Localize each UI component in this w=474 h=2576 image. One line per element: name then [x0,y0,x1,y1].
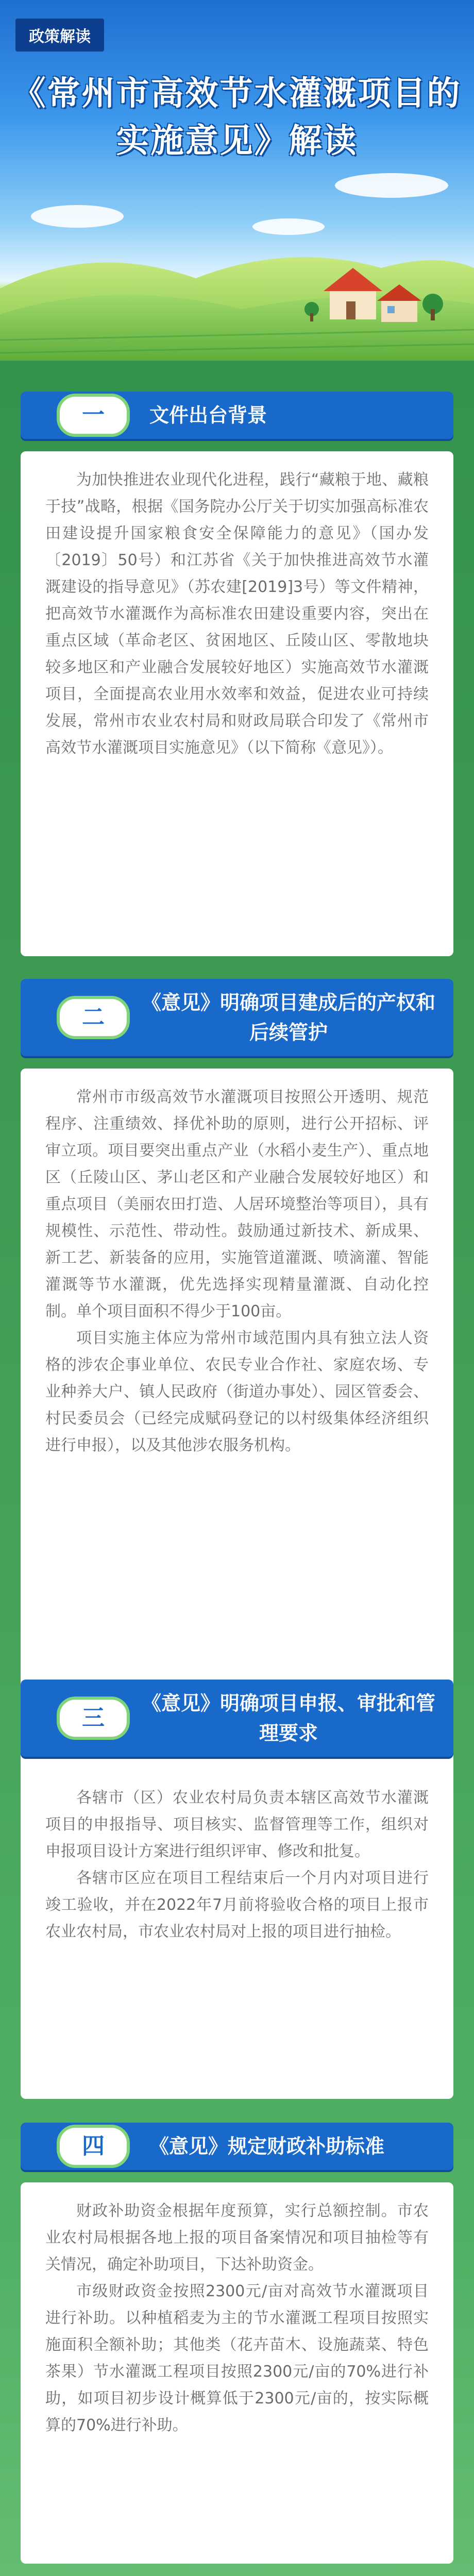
section-4-body [21,2182,453,2564]
section-title: 文件出台背景 [149,404,267,427]
header-banner [0,0,474,361]
section-title: 《意见》明确项目申报、审批和管理要求 [141,1692,435,1744]
section-title: 《意见》明确项目建成后的产权和后续管护 [141,991,435,1044]
page-title-line-1: 《常州市高效节水灌溉项目的 [12,75,462,113]
section-1-body [21,451,453,956]
section-4-header [21,2123,453,2170]
paragraph: 为加快推进农业现代化进程，践行“藏粮于地、藏粮于技”战略，根据《国务院办公厅关于切实加强高标准农田建设提升国家粮食安全保障能力的意见》（国办发〔2019〕50号）和江苏省《关于加快推进高效节水灌溉建设的指导意见》（苏农建[2019]3号）等文件精神，把高效节水灌溉作为高标准农田建设重要内容，突出在重点区域（革命老区、贫困地区、丘陵山区、零散地块较多地区和产业融合发展较好地区）实施高效节水灌溉项目，全面提高农业用水效率和效益，促进农业可持续发展，常州市农业农村局和财政局联合印发了《常州市高效节水灌溉项目实施意见》（以下简称《意见》）。 [45,471,429,757]
section-3-body [21,1769,453,2099]
paragraph: 财政补助资金根据年度预算，实行总额控制。市农业农村局根据各地上报的项目备案情况和项目抽检等有关情况，确定补助项目，下达补助资金。 [45,2202,429,2274]
cloud-shapes [31,173,448,235]
section-number-badge: 二 [57,996,130,1039]
paragraph: 各辖市（区）农业农村局负责本辖区高效节水灌溉项目的申报指导、项目核实、监督管理等工作，组织对申报项目设计方案进行组织评审、修改和批复。 [45,1789,429,1860]
paragraph: 常州市市级高效节水灌溉项目按照公开透明、规范程序、注重绩效、择优补助的原则，进行公开招标、评审立项。项目要突出重点产业（水稻小麦生产）、重点地区（丘陵山区、茅山老区和产业融合发展较好地区）和重点项目（美丽农田打造、人居环境整治等项目），具有规模性、示范性、带动性。鼓励通过新技术、新成果、新工艺、新装备的应用，实施管道灌溉、喷滴灌、智能灌溉等节水灌溉，优先选择实现精量灌溉、自动化控制。单个项目面积不得少于100亩。 [45,1088,429,1320]
category-tag: 政策解读 [15,19,104,52]
section-number-badge: 四 [57,2125,130,2168]
section-title: 《意见》规定财政补助标准 [149,2135,385,2158]
paragraph: 项目实施主体应为常州市域范围内具有独立法人资格的涉农企事业单位、农民专业合作社、家庭农场、专业种养大户、镇人民政府（街道办事处）、园区管委会、村民委员会（已经完成赋码登记的以村级集体经济组织进行申报），以及其他涉农服务机构。 [45,1329,429,1454]
section-3-header [21,1680,453,1757]
section-number-badge: 三 [57,1697,130,1740]
section-number-badge: 一 [57,394,130,437]
landscape-illustration [0,0,474,361]
paragraph: 市级财政资金按照2300元/亩对高效节水灌溉项目进行补助。以种植稻麦为主的节水灌溉工程项目按照实施面积全额补助；其他类（花卉苗木、设施蔬菜、特色茶果）节水灌溉工程项目按照2300元/亩的70%进行补助，如项目初步设计概算低于2300元/亩的，按实际概算的70%进行补助。 [45,2282,429,2434]
paragraph: 各辖市区应在项目工程结束后一个月内对项目进行竣工验收，并在2022年7月前将验收合格的项目上报市农业农村局，市农业农村局对上报的项目进行抽检。 [45,1869,429,1941]
page-title-line-2: 实施意见》解读 [116,122,358,160]
section-1-header [21,392,453,439]
section-2-header [21,979,453,1056]
